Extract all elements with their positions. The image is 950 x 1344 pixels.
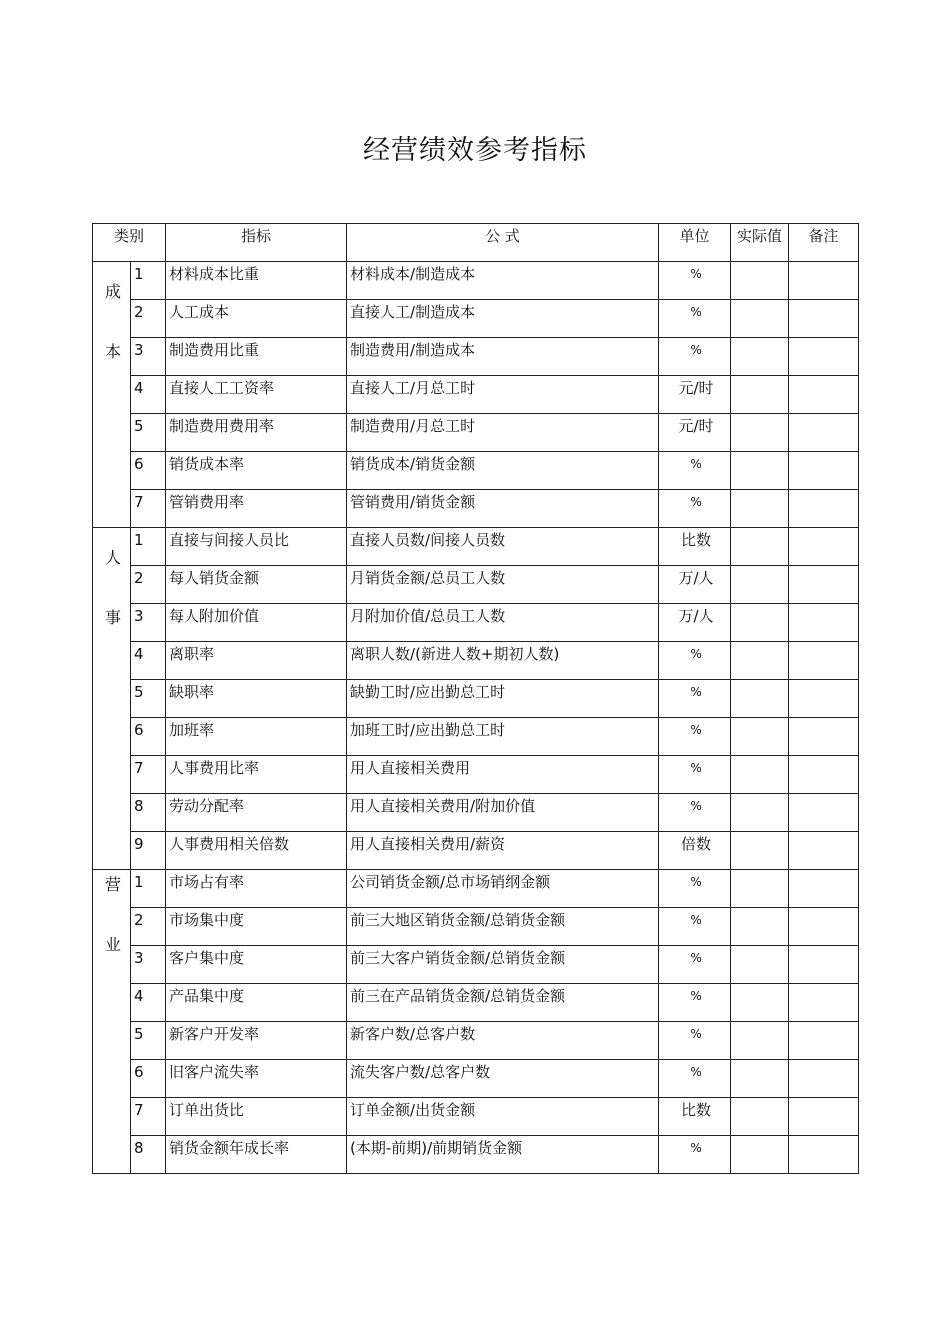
- note-cell[interactable]: [789, 376, 859, 414]
- unit-cell: 比数: [659, 1098, 731, 1136]
- unit-cell: 元/时: [659, 376, 731, 414]
- category-char: 成: [104, 282, 121, 301]
- formula-cell: 前三在产品销货金额/总销货金额: [347, 984, 659, 1022]
- header-indicator: 指标: [166, 224, 347, 262]
- note-cell[interactable]: [789, 908, 859, 946]
- table-row: [93, 756, 859, 794]
- note-cell[interactable]: [789, 414, 859, 452]
- actual-value-cell[interactable]: [731, 1060, 789, 1098]
- indicator-name: 直接与间接人员比: [166, 528, 347, 566]
- actual-value-cell[interactable]: [731, 680, 789, 718]
- unit-cell: %: [659, 338, 731, 376]
- indicator-name: 旧客户流失率: [166, 1060, 347, 1098]
- category-char: 事: [104, 608, 121, 627]
- formula-cell: 直接人员数/间接人员数: [347, 528, 659, 566]
- row-number: 5: [131, 414, 166, 452]
- note-cell[interactable]: [789, 452, 859, 490]
- row-number: 3: [131, 604, 166, 642]
- table-row: [93, 490, 859, 528]
- indicator-name: 制造费用费用率: [166, 414, 347, 452]
- category-char: 人: [104, 548, 121, 567]
- unit-cell: %: [659, 908, 731, 946]
- note-cell[interactable]: [789, 946, 859, 984]
- table-row: [93, 832, 859, 870]
- row-number: 2: [131, 566, 166, 604]
- indicator-name: 每人附加价值: [166, 604, 347, 642]
- table-row: [93, 262, 859, 300]
- unit-cell: %: [659, 756, 731, 794]
- category-cell: [93, 528, 131, 870]
- row-number: 3: [131, 946, 166, 984]
- actual-value-cell[interactable]: [731, 566, 789, 604]
- indicator-table: [92, 223, 859, 1174]
- formula-cell: 新客户数/总客户数: [347, 1022, 659, 1060]
- row-number: 6: [131, 1060, 166, 1098]
- formula-cell: 制造费用/月总工时: [347, 414, 659, 452]
- indicator-name: 离职率: [166, 642, 347, 680]
- row-number: 4: [131, 984, 166, 1022]
- row-number: 8: [131, 794, 166, 832]
- header-note: 备注: [789, 224, 859, 262]
- actual-value-cell[interactable]: [731, 262, 789, 300]
- row-number: 4: [131, 642, 166, 680]
- indicator-name: 销货成本率: [166, 452, 347, 490]
- note-cell[interactable]: [789, 1098, 859, 1136]
- unit-cell: %: [659, 642, 731, 680]
- actual-value-cell[interactable]: [731, 1022, 789, 1060]
- table-row: [93, 1060, 859, 1098]
- formula-cell: 离职人数/(新进人数+期初人数): [347, 642, 659, 680]
- category-char: 营: [104, 875, 121, 894]
- table-body: [93, 262, 859, 1174]
- row-number: 1: [131, 528, 166, 566]
- table-row: [93, 794, 859, 832]
- unit-cell: 万/人: [659, 604, 731, 642]
- unit-cell: %: [659, 300, 731, 338]
- table-row: [93, 300, 859, 338]
- table-row: [93, 1098, 859, 1136]
- note-cell[interactable]: [789, 756, 859, 794]
- actual-value-cell[interactable]: [731, 718, 789, 756]
- indicator-name: 人事费用比率: [166, 756, 347, 794]
- note-cell[interactable]: [789, 528, 859, 566]
- actual-value-cell[interactable]: [731, 452, 789, 490]
- formula-cell: 月附加价值/总员工人数: [347, 604, 659, 642]
- unit-cell: 比数: [659, 528, 731, 566]
- row-number: 2: [131, 908, 166, 946]
- unit-cell: %: [659, 794, 731, 832]
- indicator-name: 新客户开发率: [166, 1022, 347, 1060]
- formula-cell: 直接人工/制造成本: [347, 300, 659, 338]
- indicator-name: 每人销货金额: [166, 566, 347, 604]
- category-cell: [93, 262, 131, 528]
- actual-value-cell[interactable]: [731, 414, 789, 452]
- category-cell: [93, 870, 131, 1174]
- note-cell[interactable]: [789, 1060, 859, 1098]
- actual-value-cell[interactable]: [731, 794, 789, 832]
- indicator-name: 订单出货比: [166, 1098, 347, 1136]
- row-number: 7: [131, 490, 166, 528]
- formula-cell: 缺勤工时/应出勤总工时: [347, 680, 659, 718]
- table-row: [93, 870, 859, 908]
- formula-cell: 公司销货金额/总市场销纲金额: [347, 870, 659, 908]
- note-cell[interactable]: [789, 262, 859, 300]
- actual-value-cell[interactable]: [731, 870, 789, 908]
- page-title: 经营绩效参考指标: [363, 135, 587, 166]
- unit-cell: 倍数: [659, 832, 731, 870]
- table-row: [93, 452, 859, 490]
- note-cell[interactable]: [789, 566, 859, 604]
- unit-cell: %: [659, 490, 731, 528]
- unit-cell: %: [659, 1136, 731, 1174]
- note-cell[interactable]: [789, 718, 859, 756]
- actual-value-cell[interactable]: [731, 376, 789, 414]
- formula-cell: 用人直接相关费用/附加价值: [347, 794, 659, 832]
- table-row: [93, 984, 859, 1022]
- note-cell[interactable]: [789, 870, 859, 908]
- actual-value-cell[interactable]: [731, 528, 789, 566]
- actual-value-cell[interactable]: [731, 946, 789, 984]
- indicator-name: 人工成本: [166, 300, 347, 338]
- table-row: [93, 414, 859, 452]
- indicator-name: 加班率: [166, 718, 347, 756]
- row-number: 6: [131, 452, 166, 490]
- actual-value-cell[interactable]: [731, 1136, 789, 1174]
- table-header-row: [93, 224, 859, 262]
- indicator-name: 客户集中度: [166, 946, 347, 984]
- actual-value-cell[interactable]: [731, 832, 789, 870]
- actual-value-cell[interactable]: [731, 984, 789, 1022]
- actual-value-cell[interactable]: [731, 490, 789, 528]
- table-row: [93, 376, 859, 414]
- unit-cell: %: [659, 984, 731, 1022]
- row-number: 1: [131, 262, 166, 300]
- unit-cell: 万/人: [659, 566, 731, 604]
- table-row: [93, 718, 859, 756]
- actual-value-cell[interactable]: [731, 756, 789, 794]
- note-cell[interactable]: [789, 794, 859, 832]
- unit-cell: %: [659, 946, 731, 984]
- actual-value-cell[interactable]: [731, 1098, 789, 1136]
- formula-cell: 用人直接相关费用: [347, 756, 659, 794]
- unit-cell: %: [659, 1060, 731, 1098]
- formula-cell: (本期-前期)/前期销货金额: [347, 1136, 659, 1174]
- table-row: [93, 1136, 859, 1174]
- table-row: [93, 338, 859, 376]
- formula-cell: 月销货金额/总员工人数: [347, 566, 659, 604]
- unit-cell: %: [659, 1022, 731, 1060]
- header-unit: 单位: [659, 224, 731, 262]
- table-row: [93, 908, 859, 946]
- unit-cell: %: [659, 870, 731, 908]
- formula-cell: 加班工时/应出勤总工时: [347, 718, 659, 756]
- indicator-name: 管销费用率: [166, 490, 347, 528]
- formula-cell: 材料成本/制造成本: [347, 262, 659, 300]
- unit-cell: %: [659, 262, 731, 300]
- table-row: [93, 1022, 859, 1060]
- formula-cell: 直接人工/月总工时: [347, 376, 659, 414]
- row-number: 6: [131, 718, 166, 756]
- indicator-name: 人事费用相关倍数: [166, 832, 347, 870]
- formula-cell: 前三大地区销货金额/总销货金额: [347, 908, 659, 946]
- table-row: [93, 604, 859, 642]
- note-cell[interactable]: [789, 1136, 859, 1174]
- formula-cell: 销货成本/销货金额: [347, 452, 659, 490]
- indicator-name: 劳动分配率: [166, 794, 347, 832]
- row-number: 5: [131, 680, 166, 718]
- indicator-name: 材料成本比重: [166, 262, 347, 300]
- indicator-name: 直接人工工资率: [166, 376, 347, 414]
- note-cell[interactable]: [789, 1022, 859, 1060]
- formula-cell: 前三大客户销货金额/总销货金额: [347, 946, 659, 984]
- formula-cell: 管销费用/销货金额: [347, 490, 659, 528]
- row-number: 8: [131, 1136, 166, 1174]
- indicator-name: 产品集中度: [166, 984, 347, 1022]
- row-number: 1: [131, 870, 166, 908]
- row-number: 9: [131, 832, 166, 870]
- note-cell[interactable]: [789, 604, 859, 642]
- unit-cell: 元/时: [659, 414, 731, 452]
- category-char: 业: [104, 935, 121, 954]
- formula-cell: 制造费用/制造成本: [347, 338, 659, 376]
- unit-cell: %: [659, 680, 731, 718]
- row-number: 7: [131, 756, 166, 794]
- unit-cell: %: [659, 452, 731, 490]
- note-cell[interactable]: [789, 490, 859, 528]
- table-row: [93, 642, 859, 680]
- row-number: 4: [131, 376, 166, 414]
- indicator-name: 缺职率: [166, 680, 347, 718]
- header-actual: 实际值: [731, 224, 789, 262]
- table-row: [93, 946, 859, 984]
- actual-value-cell[interactable]: [731, 908, 789, 946]
- actual-value-cell[interactable]: [731, 338, 789, 376]
- indicator-name: 市场集中度: [166, 908, 347, 946]
- formula-cell: 订单金额/出货金额: [347, 1098, 659, 1136]
- note-cell[interactable]: [789, 338, 859, 376]
- row-number: 3: [131, 338, 166, 376]
- indicator-name: 销货金额年成长率: [166, 1136, 347, 1174]
- note-cell[interactable]: [789, 300, 859, 338]
- formula-cell: 流失客户数/总客户数: [347, 1060, 659, 1098]
- actual-value-cell[interactable]: [731, 300, 789, 338]
- header-category: 类别: [93, 224, 166, 262]
- table-row: [93, 566, 859, 604]
- note-cell[interactable]: [789, 680, 859, 718]
- row-number: 7: [131, 1098, 166, 1136]
- formula-cell: 用人直接相关费用/薪资: [347, 832, 659, 870]
- row-number: 2: [131, 300, 166, 338]
- actual-value-cell[interactable]: [731, 604, 789, 642]
- indicator-name: 制造费用比重: [166, 338, 347, 376]
- table-row: [93, 680, 859, 718]
- note-cell[interactable]: [789, 984, 859, 1022]
- indicator-name: 市场占有率: [166, 870, 347, 908]
- note-cell[interactable]: [789, 832, 859, 870]
- unit-cell: %: [659, 718, 731, 756]
- table-row: [93, 528, 859, 566]
- header-formula: 公 式: [347, 224, 659, 262]
- category-char: 本: [104, 342, 121, 361]
- note-cell[interactable]: [789, 642, 859, 680]
- actual-value-cell[interactable]: [731, 642, 789, 680]
- row-number: 5: [131, 1022, 166, 1060]
